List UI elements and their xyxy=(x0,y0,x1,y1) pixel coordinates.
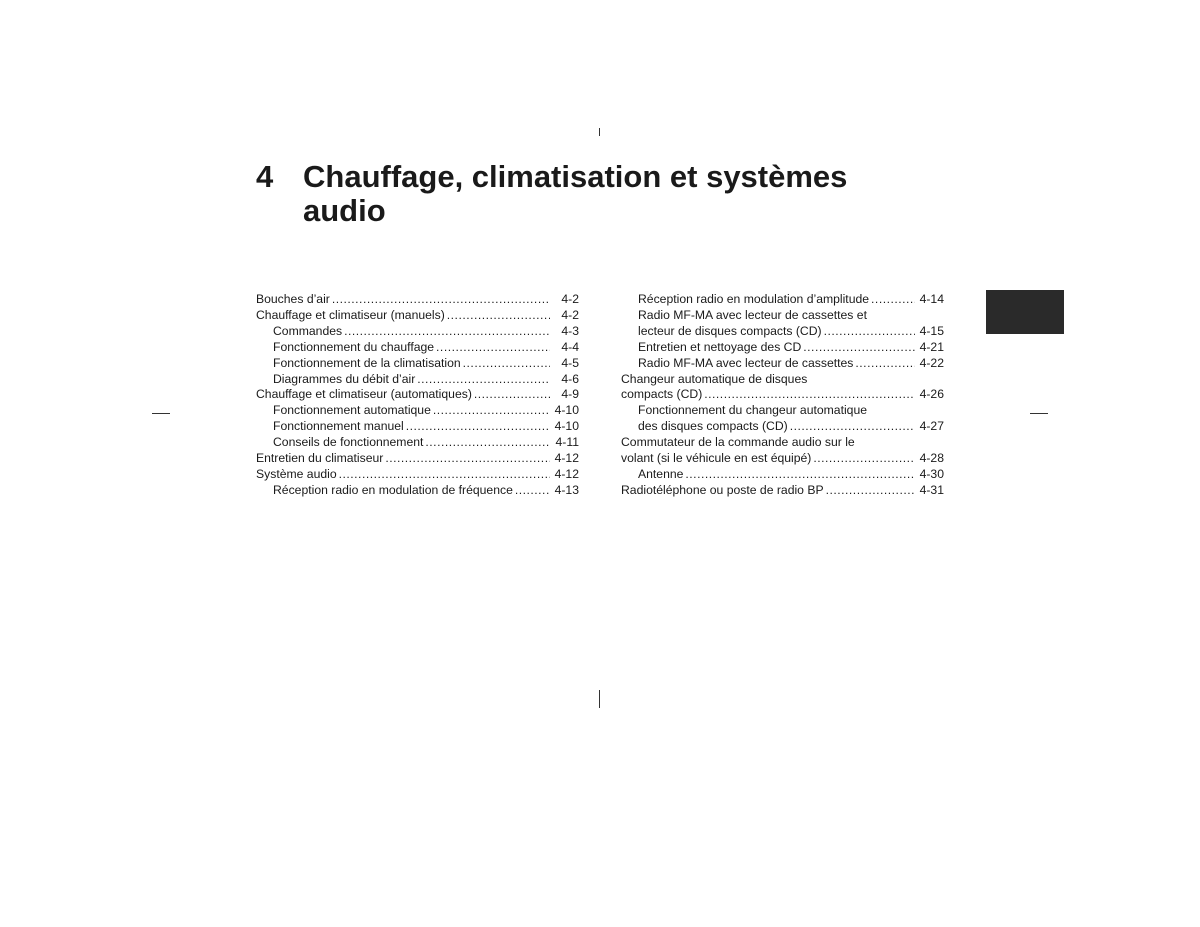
toc-dot-leader xyxy=(826,483,915,499)
toc-left-column xyxy=(256,292,579,499)
toc-dot-leader xyxy=(463,356,550,372)
toc-entry-title: Bouches d’air xyxy=(256,292,330,306)
toc-dot-leader xyxy=(855,356,915,372)
crop-mark-top xyxy=(599,128,600,136)
toc-page-number: 4-31 xyxy=(919,482,944,497)
toc-dot-leader xyxy=(474,387,550,403)
toc-dot-leader xyxy=(344,324,550,340)
toc-dot-leader xyxy=(871,292,915,308)
toc-entry[interactable] xyxy=(621,356,944,372)
toc-dot-leader xyxy=(803,340,915,356)
toc-entry[interactable] xyxy=(256,403,579,419)
toc-page-number: 4-27 xyxy=(919,419,944,434)
toc-entry[interactable] xyxy=(621,324,944,340)
chapter-title: Chauffage, climatisation et systèmes audio xyxy=(303,159,848,228)
toc-entry-title: Commandes xyxy=(273,323,343,338)
toc-entry[interactable] xyxy=(256,324,579,340)
toc-entry-title: Diagrammes du débit d’air xyxy=(273,371,416,386)
toc-entry[interactable] xyxy=(256,387,579,403)
toc-page-number: 4-3 xyxy=(561,323,579,338)
toc-entry-title: Conseils de fonctionnement xyxy=(273,435,424,450)
toc-entry-title: Fonctionnement manuel xyxy=(273,419,404,434)
toc-entry-title-line[interactable]: Radio MF-MA avec lecteur de cassettes et xyxy=(638,307,867,322)
toc-dot-leader xyxy=(417,372,550,388)
toc-dot-leader xyxy=(685,467,915,483)
toc-entry[interactable] xyxy=(256,435,579,451)
toc-entry[interactable] xyxy=(256,483,579,499)
toc-entry-title: Radio MF-MA avec lecteur de cassettes xyxy=(638,355,854,370)
toc-page-number: 4-4 xyxy=(561,339,579,354)
toc-dot-leader xyxy=(447,308,550,324)
toc-entry[interactable] xyxy=(256,419,579,435)
toc-dot-leader xyxy=(385,451,550,467)
toc-entry-title: compacts (CD) xyxy=(621,387,703,402)
toc-page-number: 4-6 xyxy=(561,371,579,386)
toc-entry[interactable] xyxy=(256,308,579,324)
toc-entry-title: Fonctionnement automatique xyxy=(273,403,431,418)
toc-entry-title: Radiotéléphone ou poste de radio BP xyxy=(621,482,824,497)
toc-entry-title: volant (si le véhicule en est équipé) xyxy=(621,451,812,466)
toc-dot-leader xyxy=(704,387,915,403)
toc-entry[interactable] xyxy=(256,451,579,467)
toc-page-number: 4-11 xyxy=(555,435,579,450)
toc-entry[interactable] xyxy=(621,419,944,435)
toc-page-number: 4-12 xyxy=(554,451,579,466)
toc-entry[interactable] xyxy=(256,372,579,388)
chapter-number: 4 xyxy=(256,159,274,194)
toc-page-number: 4-10 xyxy=(554,403,579,418)
toc-right-column xyxy=(621,292,944,499)
chapter-tab-marker xyxy=(986,290,1064,334)
toc-entry[interactable] xyxy=(256,292,579,308)
toc-entry[interactable] xyxy=(256,467,579,483)
toc-dot-leader xyxy=(406,419,550,435)
toc-page-number: 4-12 xyxy=(554,466,579,481)
toc-entry-title: Réception radio en modulation de fréquence xyxy=(273,482,513,497)
toc-page-number: 4-2 xyxy=(561,307,579,322)
toc-dot-leader xyxy=(339,467,550,483)
toc-page-number: 4-13 xyxy=(554,482,579,497)
toc-entry-title-line[interactable]: Changeur automatique de disques xyxy=(621,371,808,386)
toc-entry[interactable] xyxy=(621,451,944,467)
crop-mark-right xyxy=(1030,413,1048,414)
toc-page-number: 4-10 xyxy=(554,419,579,434)
toc-entry-title: Antenne xyxy=(638,466,684,481)
toc-dot-leader xyxy=(824,324,915,340)
toc-entry-title: Chauffage et climatiseur (manuels) xyxy=(256,307,445,322)
toc-entry-title: Réception radio en modulation d’amplitude xyxy=(638,292,870,306)
toc-entry-title-line[interactable]: Fonctionnement du changeur automatique xyxy=(638,403,868,418)
toc-dot-leader xyxy=(790,419,915,435)
toc-dot-leader xyxy=(332,292,550,308)
toc-entry-title: Chauffage et climatiseur (automatiques) xyxy=(256,387,472,402)
toc-page-number: 4-21 xyxy=(919,339,944,354)
crop-mark-left xyxy=(152,413,170,414)
toc-entry[interactable] xyxy=(621,467,944,483)
toc-entry-title: Système audio xyxy=(256,466,337,481)
toc-page-number: 4-30 xyxy=(919,466,944,481)
toc-entry-title: lecteur de disques compacts (CD) xyxy=(638,323,822,338)
toc-entry-title: Entretien du climatiseur xyxy=(256,451,384,466)
crop-mark-bottom xyxy=(599,690,600,708)
toc-dot-leader xyxy=(425,435,550,451)
toc-entry[interactable] xyxy=(621,292,944,308)
toc-dot-leader xyxy=(515,483,550,499)
toc-entry[interactable] xyxy=(621,483,944,499)
toc-entry-title: des disques compacts (CD) xyxy=(638,419,788,434)
toc-entry[interactable] xyxy=(256,356,579,372)
toc-page-number: 4-22 xyxy=(919,355,944,370)
toc-entry[interactable] xyxy=(621,340,944,356)
toc-page-number: 4-26 xyxy=(919,387,944,402)
toc-entry[interactable] xyxy=(256,340,579,356)
toc-entry-title: Fonctionnement de la climatisation xyxy=(273,355,461,370)
toc-page-number: 4-9 xyxy=(561,387,579,402)
toc-dot-leader xyxy=(433,403,550,419)
toc-entry-title-line[interactable]: Commutateur de la commande audio sur le xyxy=(621,435,855,450)
toc-entry-title: Entretien et nettoyage des CD xyxy=(638,339,802,354)
toc-page-number: 4-2 xyxy=(561,292,579,306)
toc-page-number: 4-14 xyxy=(919,292,944,306)
toc-page-number: 4-5 xyxy=(561,355,579,370)
toc-dot-leader xyxy=(436,340,550,356)
toc-dot-leader xyxy=(813,451,915,467)
toc-entry[interactable] xyxy=(621,387,944,403)
toc-page-number: 4-15 xyxy=(919,323,944,338)
toc-page-number: 4-28 xyxy=(919,451,944,466)
toc-entry-title: Fonctionnement du chauffage xyxy=(273,339,435,354)
